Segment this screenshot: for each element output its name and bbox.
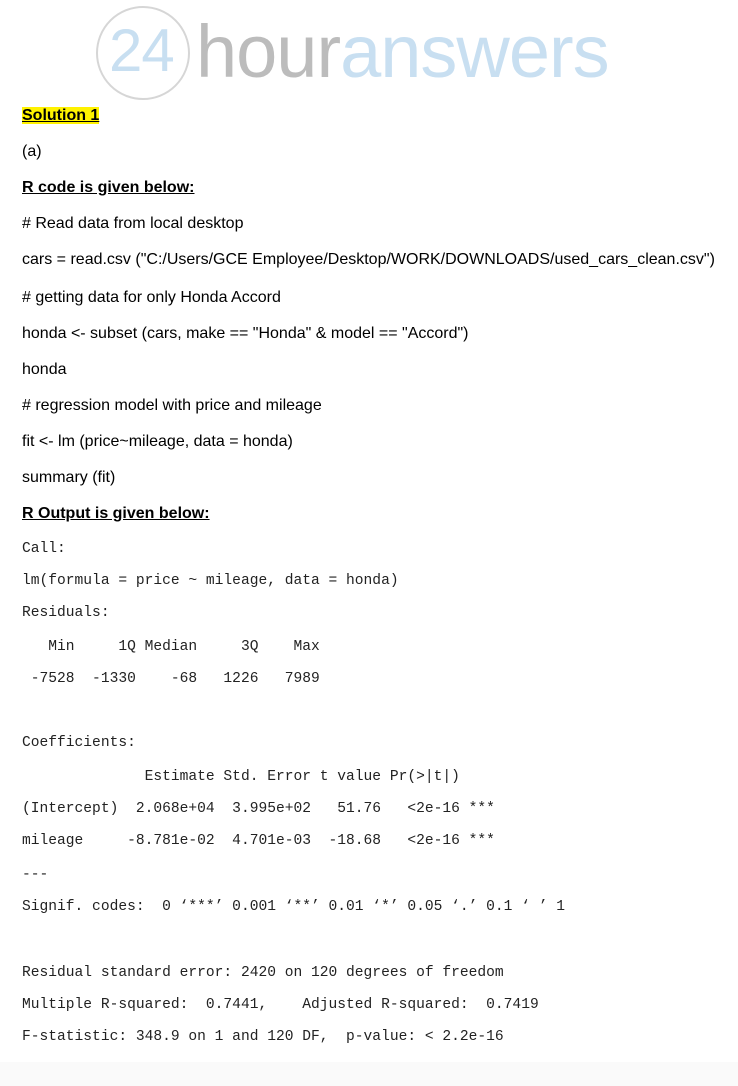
code-line: # regression model with price and mileage	[22, 397, 322, 414]
output-heading: R Output is given below:	[22, 505, 210, 522]
part-label: (a)	[22, 143, 42, 160]
code-line: # Read data from local desktop	[22, 215, 244, 232]
code-line: fit <- lm (price~mileage, data = honda)	[22, 433, 293, 450]
output-line: mileage -8.781e-02 4.701e-03 -18.68 <2e-16 ***	[22, 833, 495, 849]
code-line: honda <- subset (cars, make == "Honda" & model == "Accord")	[22, 325, 469, 342]
code-line: summary (fit)	[22, 469, 116, 486]
output-line: lm(formula = price ~ mileage, data = honda)	[22, 573, 399, 589]
logo-wordmark	[196, 12, 609, 92]
solution-heading	[22, 106, 99, 126]
output-line: F-statistic: 348.9 on 1 and 120 DF, p-value: < 2.2e-16	[22, 1029, 504, 1045]
logo	[96, 6, 666, 100]
output-line: Residual standard error: 2420 on 120 degrees of freedom	[22, 965, 504, 981]
output-line: Signif. codes: 0 ‘***’ 0.001 ‘**’ 0.01 ‘*’ 0.05 ‘.’ 0.1 ‘ ’ 1	[22, 899, 565, 915]
code-line: # getting data for only Honda Accord	[22, 289, 281, 306]
output-line: Multiple R-squared: 0.7441, Adjusted R-squared: 0.7419	[22, 997, 548, 1013]
solution-heading-text: Solution 1	[22, 107, 100, 124]
output-line: Coefficients:	[22, 735, 136, 751]
output-line: Estimate Std. Error t value Pr(>|t|)	[22, 769, 495, 785]
logo-word-answers: answers	[340, 10, 609, 93]
output-line: -7528 -1330 -68 1226 7989	[22, 671, 329, 687]
output-line: Min 1Q Median 3Q Max	[22, 639, 329, 655]
output-line: ---	[22, 867, 49, 883]
code-line: honda	[22, 361, 67, 378]
output-line: Call:	[22, 541, 66, 557]
output-line: (Intercept) 2.068e+04 3.995e+02 51.76 <2e-16 ***	[22, 801, 495, 817]
code-heading: R code is given below:	[22, 179, 195, 196]
logo-word-hour: hour	[196, 10, 341, 93]
code-line: cars = read.csv ("C:/Users/GCE Employee/Desktop/WORK/DOWNLOADS/used_cars_clean.csv")	[22, 251, 715, 268]
logo-number: 24	[109, 17, 174, 84]
output-line: Residuals:	[22, 605, 110, 621]
